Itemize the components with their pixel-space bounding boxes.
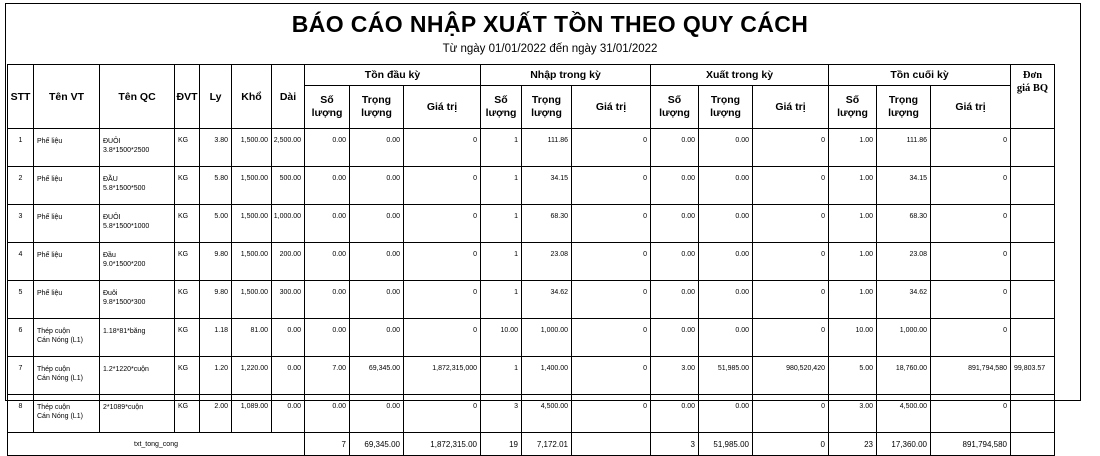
col-don-gia-bq <box>1011 65 1055 129</box>
ntk-so-luong-header: Số lượng <box>481 86 522 129</box>
cell-ten-vt: Phế liệu <box>34 167 100 205</box>
col-kho: Khổ <box>232 65 272 129</box>
cell-don-gia <box>1011 205 1055 243</box>
cell-dvt: KG <box>175 129 200 167</box>
cell-ntk-sl: 10.00 <box>481 319 522 357</box>
tck-gia-tri-header: Giá trị <box>931 86 1011 129</box>
cell-tck-gt: 0 <box>931 395 1011 433</box>
cell-kho: 1,089.00 <box>232 395 272 433</box>
cell-tdk-tl: 69,345.00 <box>350 357 404 395</box>
table-row <box>8 395 1055 433</box>
ntk-trong-luong-header: Trọng lượng <box>522 86 572 129</box>
cell-tdk-sl: 0.00 <box>305 243 350 281</box>
table-row <box>8 243 1055 281</box>
col-ly: Ly <box>200 65 232 129</box>
cell-ten-vt: Phế liệu <box>34 281 100 319</box>
cell-tck-gt: 0 <box>931 205 1011 243</box>
cell-ntk-gt: 0 <box>572 129 651 167</box>
cell-tck-gt: 0 <box>931 281 1011 319</box>
cell-tck-sl: 10.00 <box>829 319 877 357</box>
cell-tck-tl: 34.15 <box>877 167 931 205</box>
table-row <box>8 319 1055 357</box>
cell-ten-qc: ĐẦU 5.8*1500*500 <box>100 167 175 205</box>
cell-kho: 81.00 <box>232 319 272 357</box>
cell-dvt: KG <box>175 243 200 281</box>
total-row <box>8 433 1055 456</box>
cell-ten-vt: Thép cuộn Cán Nóng (L1) <box>34 319 100 357</box>
cell-tck-gt: 891,794,580 <box>931 357 1011 395</box>
cell-tck-sl: 1.00 <box>829 205 877 243</box>
cell-tck-tl: 4,500.00 <box>877 395 931 433</box>
cell-ntk-sl: 1 <box>481 129 522 167</box>
cell-ntk-gt: 0 <box>572 205 651 243</box>
table-row <box>8 205 1055 243</box>
table-row <box>8 281 1055 319</box>
cell-xtk-gt: 0 <box>753 243 829 281</box>
cell-tdk-sl: 0.00 <box>305 395 350 433</box>
cell-tck-gt: 0 <box>931 319 1011 357</box>
cell-xtk-gt: 0 <box>753 395 829 433</box>
inventory-table <box>7 64 1055 456</box>
cell-tck-tl: 34.62 <box>877 281 931 319</box>
cell-dai: 300.00 <box>272 281 305 319</box>
col-ten-qc: Tên QC <box>100 65 175 129</box>
cell-tck-gt: 0 <box>931 167 1011 205</box>
cell-ntk-sl: 1 <box>481 167 522 205</box>
table-row <box>8 167 1055 205</box>
cell-kho: 1,500.00 <box>232 129 272 167</box>
tdk-trong-luong-header: Trọng lượng <box>350 86 404 129</box>
cell-don-gia <box>1011 395 1055 433</box>
cell-tdk-gt: 1,872,315,000 <box>404 357 481 395</box>
cell-ntk-tl: 111.86 <box>522 129 572 167</box>
cell-ntk-gt: 0 <box>572 243 651 281</box>
cell-ntk-gt: 0 <box>572 319 651 357</box>
cell-ntk-tl: 34.62 <box>522 281 572 319</box>
cell-tdk-tl: 0.00 <box>350 167 404 205</box>
tck-so-luong-header: Số lượng <box>829 86 877 129</box>
cell-tck-sl: 1.00 <box>829 281 877 319</box>
cell-xtk-sl: 0.00 <box>651 319 699 357</box>
cell-dai: 200.00 <box>272 243 305 281</box>
cell-xtk-gt: 0 <box>753 129 829 167</box>
cell-ten-qc: 1.18*81*băng <box>100 319 175 357</box>
cell-xtk-gt: 0 <box>753 205 829 243</box>
cell-ly: 5.80 <box>200 167 232 205</box>
tdk-gia-tri-header: Giá trị <box>404 86 481 129</box>
cell-tck-sl: 5.00 <box>829 357 877 395</box>
total-ntk-tl: 7,172.01 <box>522 433 572 456</box>
cell-dai: 1,000.00 <box>272 205 305 243</box>
cell-tck-gt: 0 <box>931 243 1011 281</box>
cell-ly: 9.80 <box>200 281 232 319</box>
cell-ntk-tl: 1,000.00 <box>522 319 572 357</box>
cell-don-gia <box>1011 167 1055 205</box>
cell-tdk-gt: 0 <box>404 319 481 357</box>
cell-ten-qc: Đuôi 9.8*1500*300 <box>100 281 175 319</box>
total-xtk-tl: 51,985.00 <box>699 433 753 456</box>
total-don-gia <box>1011 433 1055 456</box>
cell-tck-tl: 111.86 <box>877 129 931 167</box>
cell-stt: 3 <box>8 205 34 243</box>
total-tck-gt: 891,794,580 <box>931 433 1011 456</box>
cell-ntk-sl: 3 <box>481 395 522 433</box>
cell-xtk-sl: 0.00 <box>651 395 699 433</box>
cell-tdk-tl: 0.00 <box>350 129 404 167</box>
cell-don-gia: 99,803.57 <box>1011 357 1055 395</box>
group-ton-dau-ky: Tồn đầu kỳ <box>305 65 481 86</box>
cell-tck-tl: 68.30 <box>877 205 931 243</box>
cell-xtk-tl: 0.00 <box>699 205 753 243</box>
report-date-range: Từ ngày 01/01/2022 đến ngày 31/01/2022 <box>442 43 658 55</box>
cell-ntk-gt: 0 <box>572 395 651 433</box>
cell-ten-qc: Đầu 9.0*1500*200 <box>100 243 175 281</box>
cell-xtk-sl: 0.00 <box>651 129 699 167</box>
cell-ly: 1.18 <box>200 319 232 357</box>
don-gia-line-1: Đơn <box>1022 70 1043 81</box>
cell-ntk-tl: 68.30 <box>522 205 572 243</box>
cell-xtk-sl: 3.00 <box>651 357 699 395</box>
cell-xtk-tl: 0.00 <box>699 167 753 205</box>
total-xtk-sl: 3 <box>651 433 699 456</box>
cell-ntk-tl: 4,500.00 <box>522 395 572 433</box>
cell-kho: 1,220.00 <box>232 357 272 395</box>
total-tdk-sl: 7 <box>305 433 350 456</box>
cell-xtk-sl: 0.00 <box>651 243 699 281</box>
cell-ntk-tl: 1,400.00 <box>522 357 572 395</box>
total-tdk-tl: 69,345.00 <box>350 433 404 456</box>
cell-tck-tl: 18,760.00 <box>877 357 931 395</box>
cell-tdk-gt: 0 <box>404 205 481 243</box>
cell-tck-sl: 1.00 <box>829 129 877 167</box>
cell-dai: 0.00 <box>272 319 305 357</box>
total-ntk-sl: 19 <box>481 433 522 456</box>
cell-ten-qc: 2*1089*cuộn <box>100 395 175 433</box>
cell-don-gia <box>1011 281 1055 319</box>
cell-ntk-tl: 23.08 <box>522 243 572 281</box>
table-body <box>8 129 1055 433</box>
cell-ntk-gt: 0 <box>572 167 651 205</box>
cell-xtk-tl: 0.00 <box>699 319 753 357</box>
cell-tck-sl: 1.00 <box>829 167 877 205</box>
cell-don-gia <box>1011 319 1055 357</box>
cell-stt: 2 <box>8 167 34 205</box>
cell-dai: 0.00 <box>272 395 305 433</box>
cell-ten-qc: 1.2*1220*cuộn <box>100 357 175 395</box>
cell-ten-vt: Phế liệu <box>34 129 100 167</box>
cell-kho: 1,500.00 <box>232 205 272 243</box>
cell-tdk-tl: 0.00 <box>350 281 404 319</box>
cell-ten-vt: Thép cuộn Cán Nóng (L1) <box>34 395 100 433</box>
cell-ten-vt: Phế liệu <box>34 205 100 243</box>
cell-tdk-sl: 0.00 <box>305 319 350 357</box>
cell-tdk-sl: 0.00 <box>305 129 350 167</box>
table-row <box>8 357 1055 395</box>
cell-ntk-sl: 1 <box>481 243 522 281</box>
cell-ntk-gt: 0 <box>572 281 651 319</box>
cell-ly: 1.20 <box>200 357 232 395</box>
group-xuat-trong-ky: Xuất trong kỳ <box>651 65 829 86</box>
cell-ten-vt: Phế liệu <box>34 243 100 281</box>
group-ton-cuoi-ky: Tồn cuối kỳ <box>829 65 1011 86</box>
cell-ly: 9.80 <box>200 243 232 281</box>
cell-xtk-sl: 0.00 <box>651 167 699 205</box>
cell-stt: 6 <box>8 319 34 357</box>
cell-tdk-tl: 0.00 <box>350 243 404 281</box>
cell-ntk-sl: 1 <box>481 357 522 395</box>
cell-stt: 1 <box>8 129 34 167</box>
cell-tdk-sl: 0.00 <box>305 167 350 205</box>
cell-kho: 1,500.00 <box>232 281 272 319</box>
total-label: txt_tong_cong <box>8 433 305 456</box>
tdk-so-luong-header: Số lượng <box>305 86 350 129</box>
cell-tck-sl: 1.00 <box>829 243 877 281</box>
col-dai: Dài <box>272 65 305 129</box>
cell-dai: 0.00 <box>272 357 305 395</box>
cell-dai: 500.00 <box>272 167 305 205</box>
cell-dvt: KG <box>175 167 200 205</box>
cell-tdk-tl: 0.00 <box>350 395 404 433</box>
cell-dvt: KG <box>175 319 200 357</box>
cell-kho: 1,500.00 <box>232 167 272 205</box>
tck-trong-luong-header: Trọng lượng <box>877 86 931 129</box>
cell-ntk-gt: 0 <box>572 357 651 395</box>
cell-dvt: KG <box>175 205 200 243</box>
cell-tdk-gt: 0 <box>404 129 481 167</box>
table-row <box>8 129 1055 167</box>
cell-xtk-tl: 0.00 <box>699 281 753 319</box>
cell-tdk-gt: 0 <box>404 395 481 433</box>
cell-xtk-tl: 0.00 <box>699 243 753 281</box>
col-dvt: ĐVT <box>175 65 200 129</box>
cell-ly: 3.80 <box>200 129 232 167</box>
total-xtk-gt: 0 <box>753 433 829 456</box>
cell-tck-tl: 23.08 <box>877 243 931 281</box>
don-gia-line-2: giá BQ <box>1016 83 1049 94</box>
cell-stt: 8 <box>8 395 34 433</box>
total-ntk-gt <box>572 433 651 456</box>
xtk-trong-luong-header: Trọng lượng <box>699 86 753 129</box>
cell-stt: 5 <box>8 281 34 319</box>
cell-xtk-gt: 0 <box>753 319 829 357</box>
cell-ntk-sl: 1 <box>481 205 522 243</box>
cell-xtk-tl: 0.00 <box>699 129 753 167</box>
cell-xtk-sl: 0.00 <box>651 281 699 319</box>
cell-stt: 7 <box>8 357 34 395</box>
total-tdk-gt: 1,872,315.00 <box>404 433 481 456</box>
cell-xtk-gt: 0 <box>753 167 829 205</box>
cell-xtk-tl: 51,985.00 <box>699 357 753 395</box>
cell-dai: 2,500.00 <box>272 129 305 167</box>
cell-tdk-tl: 0.00 <box>350 205 404 243</box>
report-title: BÁO CÁO NHẬP XUẤT TỒN THEO QUY CÁCH <box>291 11 809 37</box>
cell-tck-sl: 3.00 <box>829 395 877 433</box>
xtk-so-luong-header: Số lượng <box>651 86 699 129</box>
cell-ntk-tl: 34.15 <box>522 167 572 205</box>
cell-ten-qc: ĐUÔI 5.8*1500*1000 <box>100 205 175 243</box>
cell-dvt: KG <box>175 395 200 433</box>
cell-don-gia <box>1011 129 1055 167</box>
cell-tdk-sl: 0.00 <box>305 281 350 319</box>
cell-dvt: KG <box>175 281 200 319</box>
cell-kho: 1,500.00 <box>232 243 272 281</box>
cell-tdk-gt: 0 <box>404 243 481 281</box>
total-tck-tl: 17,360.00 <box>877 433 931 456</box>
cell-tdk-sl: 0.00 <box>305 205 350 243</box>
cell-ten-vt: Thép cuộn Cán Nóng (L1) <box>34 357 100 395</box>
cell-ten-qc: ĐUÔI 3.8*1500*2500 <box>100 129 175 167</box>
cell-tck-gt: 0 <box>931 129 1011 167</box>
cell-xtk-gt: 980,520,420 <box>753 357 829 395</box>
cell-tdk-tl: 0.00 <box>350 319 404 357</box>
total-tck-sl: 23 <box>829 433 877 456</box>
cell-tdk-gt: 0 <box>404 281 481 319</box>
cell-xtk-sl: 0.00 <box>651 205 699 243</box>
cell-dvt: KG <box>175 357 200 395</box>
col-stt: STT <box>8 65 34 129</box>
cell-xtk-gt: 0 <box>753 281 829 319</box>
cell-xtk-tl: 0.00 <box>699 395 753 433</box>
cell-stt: 4 <box>8 243 34 281</box>
cell-ly: 2.00 <box>200 395 232 433</box>
cell-tck-tl: 1,000.00 <box>877 319 931 357</box>
group-nhap-trong-ky: Nhập trong kỳ <box>481 65 651 86</box>
ntk-gia-tri-header: Giá trị <box>572 86 651 129</box>
col-ten-vt: Tên VT <box>34 65 100 129</box>
cell-ly: 5.00 <box>200 205 232 243</box>
xtk-gia-tri-header: Giá trị <box>753 86 829 129</box>
cell-tdk-gt: 0 <box>404 167 481 205</box>
cell-ntk-sl: 1 <box>481 281 522 319</box>
cell-don-gia <box>1011 243 1055 281</box>
cell-tdk-sl: 7.00 <box>305 357 350 395</box>
